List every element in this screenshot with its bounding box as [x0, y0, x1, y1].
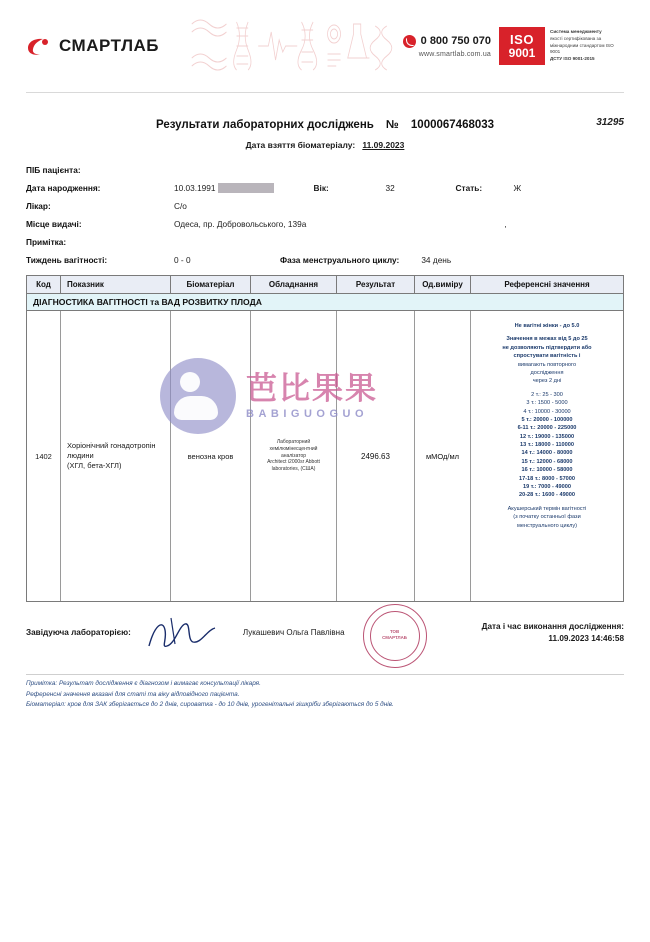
- reference-week-4: 6-11 т.: 20000 - 225000: [517, 425, 577, 432]
- iso-label: ISO: [510, 32, 534, 47]
- reference-week-6: 13 т.: 18000 - 110000: [520, 442, 574, 449]
- indicator-line2: (ХГЛ, бета-ХГЛ): [67, 461, 122, 471]
- lab-head-name: Лукашевич Ольга Павлівна: [242, 628, 345, 637]
- watermark-latin: BABIGUOGUO: [246, 407, 368, 420]
- cycle-phase-value: 34 день: [421, 254, 452, 265]
- sampling-date-value: 11.09.2023: [362, 140, 405, 150]
- equipment-line2: хемілюмінесцентний аналізатор: [269, 445, 318, 459]
- title-row: [26, 115, 624, 133]
- execution-value: 11.09.2023 14:46:58: [548, 634, 624, 643]
- place-value: Одеса, пр. Добровольського, 139а: [174, 218, 307, 229]
- field-doctor: [26, 200, 624, 211]
- table-header-row: [27, 276, 623, 294]
- phone-icon: [403, 35, 416, 48]
- reference-footer-line1: Акушерський термін вагітності: [507, 505, 587, 512]
- result-value: 2496.63: [361, 451, 390, 461]
- stamp-text: [364, 629, 426, 641]
- table-section-title: ДІАГНОСТИКА ВАГІТНОСТІ та ВАД РОЗВИТКУ ПЛОДА: [27, 294, 623, 311]
- equipment-line1: Лабораторний: [276, 439, 311, 446]
- reference-week-0: 2 т.: 25 - 300: [531, 391, 563, 398]
- iso-logo: [499, 27, 545, 65]
- reference-week-12: 20-28 т.: 1600 - 49000: [518, 492, 576, 499]
- column-header-reference: Референсні значення: [504, 280, 590, 289]
- column-header-biomaterial: Біоматеріал: [171, 276, 251, 293]
- document-number-label: №: [385, 119, 399, 131]
- place-label: Місце видачі:: [26, 218, 82, 229]
- lab-head-label: Завідуюча лабораторією:: [26, 628, 131, 637]
- cell-reference-values: [471, 311, 623, 601]
- field-birth-age-sex: [26, 182, 624, 193]
- reference-note-line4: вимагають повторного: [517, 361, 577, 368]
- pregnancy-week-label: Тиждень вагітності:: [26, 254, 108, 265]
- phone-line: [403, 35, 491, 48]
- signature-icon: [131, 614, 243, 654]
- document-number: 1000067468033: [410, 119, 495, 131]
- footer-note-2: Референсні значення вказані для статі та віку відповідного пацієнта.: [26, 690, 240, 698]
- equipment-line3: Architect i2000sr Abbott: [267, 459, 320, 466]
- sex-value: Ж: [513, 182, 522, 193]
- field-pregnancy-cycle: [26, 254, 624, 265]
- column-header-code: Код: [27, 276, 61, 293]
- reference-note-line1: Значення в межах від 5 до 25: [506, 336, 588, 343]
- column-header-equipment: Обладнання: [251, 276, 337, 293]
- birth-date-value: 10.03.1991: [174, 182, 216, 193]
- reference-week-3: 5 т.: 20000 - 100000: [521, 416, 573, 423]
- cell-unit: [415, 311, 471, 601]
- official-stamp-icon: [363, 604, 427, 668]
- brand-logo: [26, 36, 186, 56]
- column-header-indicator: Показник: [61, 276, 171, 293]
- cell-result: [337, 311, 415, 601]
- field-place: [26, 218, 624, 229]
- website-url: www.smartlab.com.ua: [418, 50, 491, 58]
- execution-label: Дата і час виконання дослідження:: [481, 622, 624, 631]
- note-label: Примітка:: [26, 236, 67, 247]
- document-footer: [26, 614, 624, 711]
- cell-biomaterial: венозна кров: [171, 311, 251, 601]
- contact-info: [403, 35, 499, 58]
- stamp-line2: СМАРТЛАБ: [382, 635, 407, 641]
- signature-row: [26, 614, 624, 668]
- doctor-label: Лікар:: [26, 200, 51, 211]
- sampling-date-row: [26, 140, 624, 150]
- reference-week-10: 17-18 т.: 8000 - 57000: [518, 475, 576, 482]
- field-patient-name: [26, 164, 624, 175]
- reference-week-1: 3 т.: 1500 - 5000: [526, 400, 568, 407]
- iso-caption-line4: стандартом ISO 9001: [550, 42, 614, 55]
- order-id: 31295: [596, 117, 624, 128]
- cell-code: 1402: [27, 311, 61, 601]
- equipment-line4: laboratories, (США): [271, 466, 316, 473]
- age-label: Вік:: [313, 182, 329, 193]
- page-title: Результати лабораторних досліджень: [155, 119, 374, 131]
- sex-label: Стать:: [455, 182, 483, 193]
- column-header-unit: Од.виміру: [415, 276, 471, 293]
- cell-indicator: [61, 311, 171, 601]
- brand-name: СМАРТЛАБ: [59, 36, 159, 55]
- results-table: [26, 275, 624, 602]
- stamp-line1: ТОВ: [389, 629, 400, 634]
- decorative-lab-pattern: [186, 14, 403, 78]
- smartlab-mark-icon: [26, 36, 52, 56]
- phone-number: 0 800 750 070: [420, 35, 491, 47]
- reference-note-nonpregnant: Не вагітні жінки - до 5.0: [514, 323, 580, 329]
- patient-name-label: ПІБ пацієнта:: [26, 164, 81, 175]
- column-header-result: Результат: [337, 276, 415, 293]
- reference-footer-line2: (з початку останньої фази: [513, 514, 581, 521]
- unit-value: мМОд/мл: [425, 451, 460, 461]
- footer-note-3: Біоматеріал: кров для ЗАК зберігається до 2 днів, сироватка - до 10 днів, урогенітальні зішкріби зберігаються до 5 днів.: [26, 701, 394, 709]
- footer-notes: [26, 674, 624, 711]
- reference-week-8: 15 т.: 12000 - 68000: [521, 458, 573, 465]
- indicator-line1: Хоріонічний гонадотропін людини: [67, 440, 156, 460]
- reference-note-line3: спростувати вагітність і: [513, 353, 581, 360]
- reference-note-line6: через 2 дні: [532, 378, 562, 385]
- pregnancy-week-value: 0 - 0: [174, 254, 191, 265]
- iso-caption: [550, 29, 624, 63]
- cycle-phase-label: Фаза менструального циклу:: [280, 254, 400, 265]
- reference-week-9: 16 т.: 10000 - 58000: [521, 467, 573, 474]
- age-value: 32: [385, 182, 395, 193]
- birth-date-label: Дата народження:: [26, 182, 101, 193]
- redacted-block: [218, 183, 274, 193]
- reference-note-line5: дослідження: [530, 369, 564, 376]
- patient-fields: [26, 164, 624, 265]
- reference-week-5: 12 т.: 19000 - 135000: [519, 433, 575, 440]
- execution-datetime: [482, 614, 624, 643]
- cell-equipment: [251, 311, 337, 601]
- reference-week-7: 14 т.: 14000 - 80000: [521, 450, 573, 457]
- document-header: [26, 0, 624, 93]
- watermark-chinese: 芭比果果: [246, 370, 378, 406]
- reference-footer-line3: менструального циклу): [516, 522, 578, 529]
- iso-certification-badge: [499, 27, 624, 65]
- footer-note-1: Примітка: Результат дослідження є діагнозом і вимагає консультації лікаря.: [26, 680, 261, 687]
- reference-week-list: [476, 391, 618, 500]
- place-value-secondary: ,: [504, 218, 507, 229]
- field-note: [26, 236, 624, 247]
- iso-caption-line3: за міжнародним: [550, 35, 602, 48]
- doctor-value: С/о: [174, 200, 187, 211]
- iso-caption-line1: Система менеджменту: [550, 28, 602, 34]
- iso-caption-line5: ДСТУ ISO 9001-2015: [550, 56, 595, 62]
- reference-note-line2: не дозволяють підтвердити або: [502, 344, 592, 351]
- sampling-date-label: Дата взяття біоматеріалу:: [245, 140, 356, 150]
- iso-caption-line2: якості сертифікована: [550, 35, 596, 41]
- reference-week-2: 4 т.: 10000 - 30000: [523, 408, 571, 415]
- iso-number: 9001: [508, 46, 536, 60]
- reference-week-11: 19 т.: 7000 - 49000: [523, 484, 571, 491]
- table-row: [27, 311, 623, 601]
